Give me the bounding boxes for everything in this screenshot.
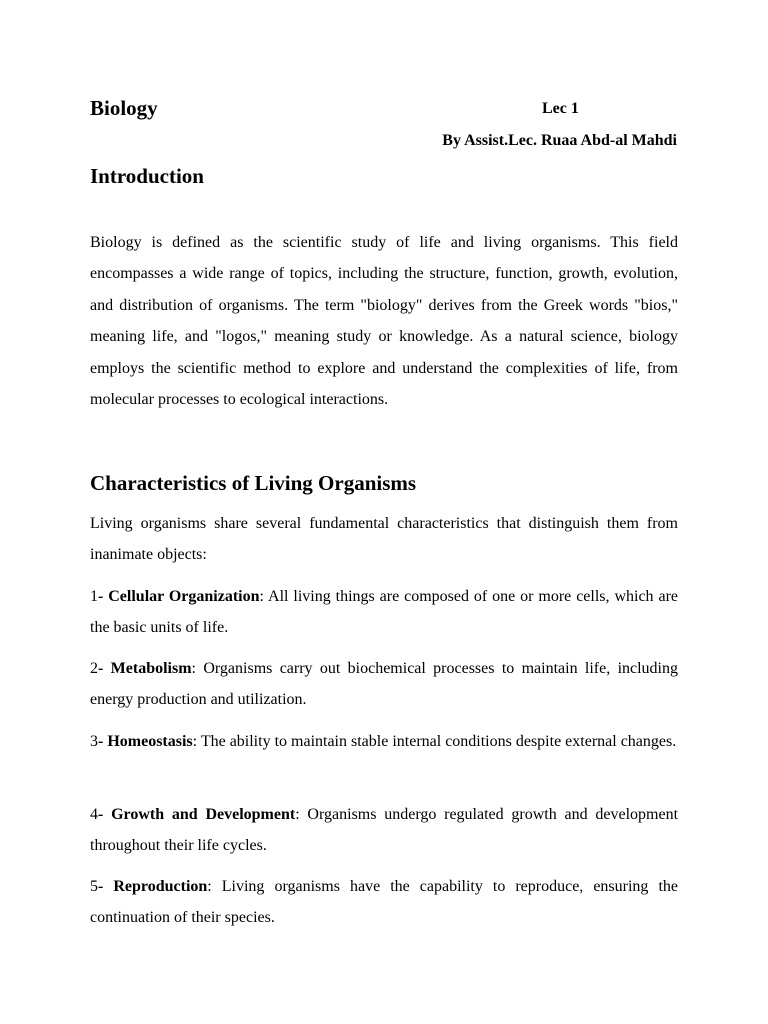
item-term: - Homeostasis [98, 733, 193, 750]
introduction-paragraph: Biology is defined as the scientific study of life and living organisms. This field encompasses a wide range of topics, including the structure, function, growth, evolution, and distribution of organisms. The term "biology" derives from the Greek words "bios," meaning life, and "logos," meaning study or knowledge. As a natural science, biology employs the scientific method to explore and understand the complexities of life, from molecular processes to ecological interactions. [90, 234, 678, 409]
item-number: 3 [90, 733, 98, 750]
item-description: : All living things are composed of one or more cells, which are the basic units of life. [90, 588, 678, 637]
lecture-number: Lec 1 [542, 100, 579, 117]
item-number: 5 [90, 878, 98, 895]
item-term: - Metabolism [98, 660, 192, 677]
characteristics-heading: Characteristics of Living Organisms [90, 471, 417, 495]
item-description: : The ability to maintain stable internal conditions despite external changes. [192, 733, 677, 750]
item-number: 2 [90, 660, 98, 677]
document-title: Biology [90, 96, 158, 120]
introduction-heading: Introduction [90, 164, 204, 188]
item-description: : Organisms carry out biochemical processes to maintain life, including energy production and utilization. [90, 660, 679, 709]
item-term: - Growth and Development [98, 806, 296, 823]
item-number: 4 [90, 806, 98, 823]
author-line: By Assist.Lec. Ruaa Abd-al Mahdi [442, 132, 677, 149]
characteristics-intro: Living organisms share several fundamental characteristics that distinguish them from inanimate objects: [90, 515, 678, 564]
list-item [90, 726, 678, 757]
item-term: - Reproduction [98, 878, 208, 895]
item-number: 1 [90, 588, 98, 605]
list-item [90, 653, 678, 716]
item-description: : Organisms undergo regulated growth and development throughout their life cycles. [90, 806, 679, 855]
list-item [90, 581, 678, 644]
list-item [90, 799, 678, 862]
item-description: : Living organisms have the capability to reproduce, ensuring the continuation of their species. [90, 878, 679, 927]
item-term: - Cellular Organization [98, 588, 260, 605]
list-item [90, 871, 678, 934]
